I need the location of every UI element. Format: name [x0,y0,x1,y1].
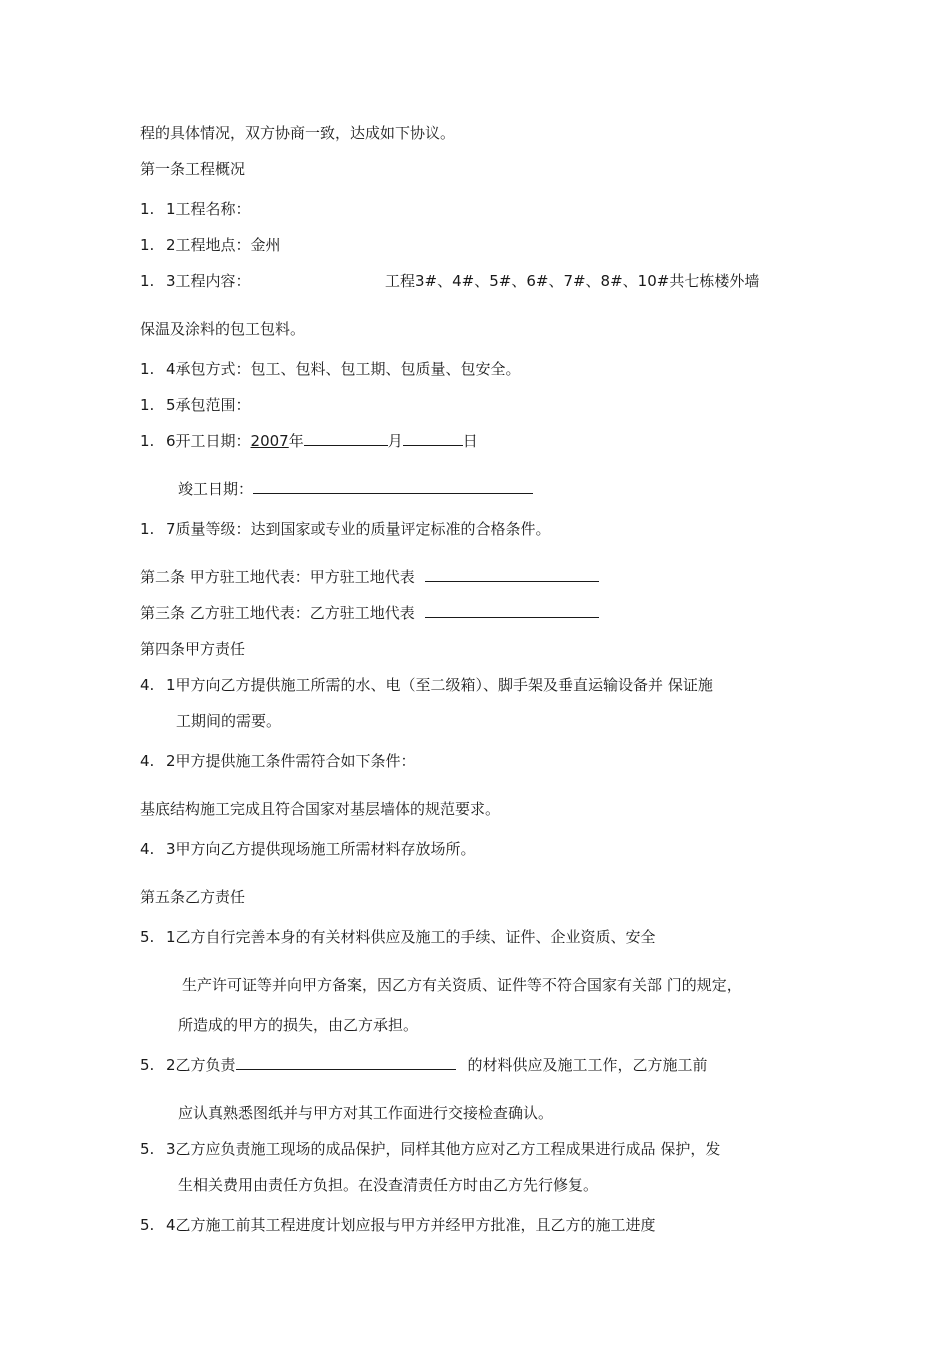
start-date-label: 6开工日期： [166,432,251,450]
item-text: 7质量等级：达到国家或专业的质量评定标准的合格条件。 [166,520,551,538]
intro-line: 程的具体情况，双方协商一致，达成如下协议。 [140,124,456,142]
day-blank [403,431,463,446]
party-b-rep-blank [425,603,599,618]
item-5-2 [140,1055,708,1075]
item-number: 1. [140,432,155,450]
start-year: 2007 [250,432,289,450]
item-number: 4. [140,840,155,858]
article-4-heading: 第四条甲方责任 [140,640,246,658]
item-number: 4. [140,676,155,694]
completion-date-label: 竣工日期： [178,480,254,498]
item-text: 1乙方自行完善本身的有关材料供应及施工的手续、证件、企业资质、安全 [166,928,656,946]
item-text: 3乙方应负责施工现场的成品保护，同样其他方应对乙方工程成果进行成品 保护，发 [166,1140,721,1158]
item-4-2-detail: 基底结构施工完成且符合国家对基层墙体的规范要求。 [140,800,501,818]
item-4-1 [140,675,713,695]
item-1-3 [140,271,251,291]
item-number: 1. [140,200,155,218]
material-scope-blank [236,1055,456,1070]
item-number: 1. [140,236,155,254]
article-text: 第三条 乙方驻工地代表：乙方驻工地代表 [140,604,415,622]
item-number: 5. [140,928,155,946]
article-2 [140,567,599,587]
item-4-3 [140,839,476,859]
completion-date-blank [253,479,533,494]
item-number: 4. [140,752,155,770]
item-number: 5. [140,1140,155,1158]
item-number: 5. [140,1056,155,1074]
item-5-4 [140,1215,656,1235]
year-label: 年 [288,432,304,450]
item-5-3 [140,1139,720,1159]
month-label: 月 [387,432,403,450]
completion-date-line [178,479,533,499]
item-text: 2甲方提供施工条件需符合如下条件： [166,752,416,770]
article-1-heading: 第一条工程概况 [140,160,246,178]
item-1-1 [140,199,251,219]
item-text-tail: 的材料供应及施工工作，乙方施工前 [467,1056,708,1074]
party-a-rep-blank [425,567,599,582]
item-text: 2乙方负责 [166,1056,236,1074]
item-1-6 [140,431,478,451]
item-text: 3甲方向乙方提供现场施工所需材料存放场所。 [166,840,476,858]
item-label: 3工程内容： [166,272,251,290]
item-1-3-content: 工程3#、4#、5#、6#、7#、8#、10#共七栋楼外墙 [385,272,760,290]
item-text: 1工程名称： [166,200,251,218]
item-5-2-continued: 应认真熟悉图纸并与甲方对其工作面进行交接检查确认。 [178,1104,554,1122]
item-1-2 [140,235,281,255]
item-number: 1. [140,272,155,290]
item-1-4 [140,359,521,379]
item-5-1 [140,927,656,947]
item-text: 4承包方式：包工、包料、包工期、包质量、包安全。 [166,360,521,378]
item-1-5 [140,395,251,415]
item-5-3-continued: 生相关费用由责任方负担。在没查清责任方时由乙方先行修复。 [178,1176,599,1194]
item-4-2 [140,751,416,771]
item-number: 1. [140,396,155,414]
item-5-1-continued: 生产许可证等并向甲方备案，因乙方有关资质、证件等不符合国家有关部 门的规定， [182,976,742,994]
item-text: 4乙方施工前其工程进度计划应报与甲方并经甲方批准，且乙方的施工进度 [166,1216,656,1234]
item-4-1-continued: 工期间的需要。 [176,712,282,730]
article-5-heading: 第五条乙方责任 [140,888,246,906]
article-3 [140,603,599,623]
item-1-7 [140,519,551,539]
day-label: 日 [462,432,478,450]
item-number: 5. [140,1216,155,1234]
item-text: 2工程地点：金州 [166,236,281,254]
item-1-3-continued: 保温及涂料的包工包料。 [140,320,306,338]
article-text: 第二条 甲方驻工地代表：甲方驻工地代表 [140,568,415,586]
item-number: 1. [140,520,155,538]
item-text: 5承包范围： [166,396,251,414]
month-blank [304,431,388,446]
item-5-1-continued-2: 所造成的甲方的损失，由乙方承担。 [178,1016,419,1034]
item-text: 1甲方向乙方提供施工所需的水、电（至二级箱）、脚手架及垂直运输设备并 保证施 [166,676,713,694]
item-number: 1. [140,360,155,378]
